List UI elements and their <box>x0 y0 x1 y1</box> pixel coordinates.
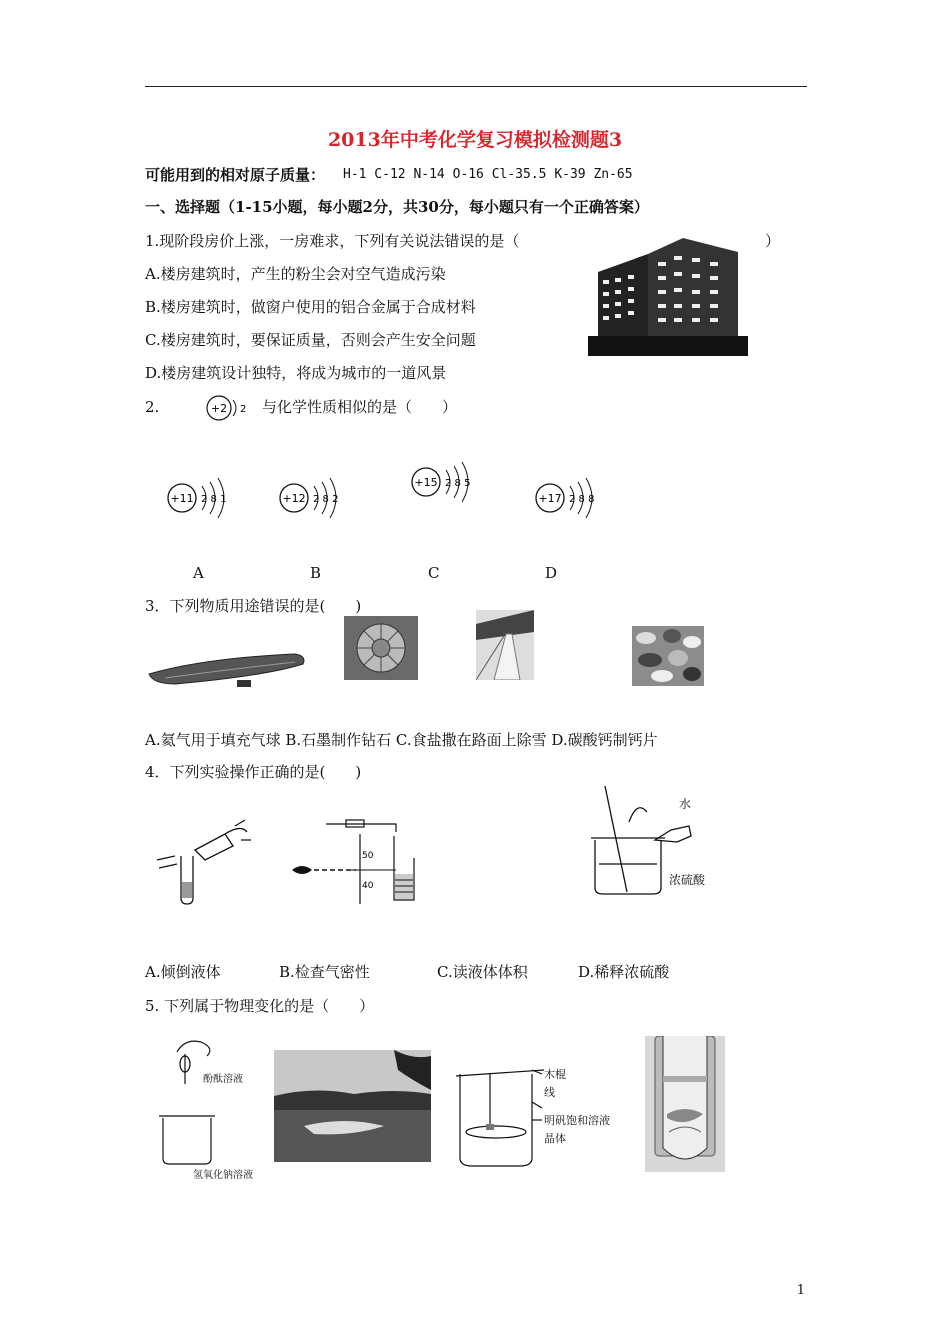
atom-b-nucleus: +12 <box>282 492 306 505</box>
q2-label-a: A <box>193 564 204 582</box>
q2-number: 2. <box>145 398 160 416</box>
phenol-label: 酚酞溶液 <box>203 1074 243 1085</box>
pour-liquid-figure <box>155 812 253 908</box>
tick-40-label: 40 <box>362 881 374 891</box>
calcium-tablets-image <box>632 626 704 686</box>
stick-label: 木棍 <box>544 1068 566 1081</box>
tick-50-label: 50 <box>362 851 374 861</box>
ion-nucleus: +2 <box>210 402 228 415</box>
atom-a-shells: 2 8 1 <box>201 494 227 505</box>
snowy-road-image <box>476 610 534 680</box>
atom-c-nucleus: +15 <box>414 476 438 489</box>
q4-option-a: A.倾倒液体 <box>145 963 221 981</box>
atomic-mass-values: H-1 C-12 N-14 O-16 Cl-35.5 K-39 Zn-65 <box>343 167 633 182</box>
atom-b-shells: 2 8 2 <box>313 494 339 505</box>
section-heading: 一、选择题（1-15小题，每小题2分，共30分，每小题只有一个正确答案） <box>145 198 649 216</box>
ion-diagram <box>203 392 249 424</box>
alum-label: 明矾饱和溶液 <box>544 1114 610 1127</box>
read-volume-figure <box>286 818 416 908</box>
atom-diagram-b <box>272 472 344 524</box>
atom-d-nucleus: +17 <box>538 492 562 505</box>
atomic-mass-label: 可能用到的相对原子质量： <box>145 166 326 184</box>
q3-options: A.氦气用于填充气球 B.石墨制作钻石 C.食盐撒在路面上除雪 D.碳酸钙制钙片 <box>145 731 658 749</box>
atom-diagram-a <box>160 472 232 524</box>
q5-stem: 5. 下列属于物理变化的是（ ） <box>145 997 375 1015</box>
diamond-image <box>344 616 418 680</box>
q4-option-c: C.读液体体积 <box>437 963 528 981</box>
test-tube-photo <box>645 1036 725 1172</box>
q1-option-c: C.楼房建筑时，要保证质量，否则会产生安全问题 <box>145 331 476 349</box>
atom-a-nucleus: +11 <box>170 492 194 505</box>
page-number: 1 <box>796 1283 805 1298</box>
q4-stem: 4．下列实验操作正确的是( ) <box>145 763 362 781</box>
crystal-growth-figure <box>452 1062 612 1174</box>
q1-close-paren: ） <box>765 232 781 250</box>
landscape-image <box>274 1050 431 1162</box>
acid-label: 浓硫酸 <box>669 873 706 887</box>
ion-shell: 2 <box>240 404 247 415</box>
indicator-figure <box>155 1034 265 1180</box>
thread-label: 线 <box>544 1086 555 1099</box>
q2-stem: 与化学性质相似的是（ ） <box>262 398 458 416</box>
naoh-label: 氢氧化钠溶液 <box>193 1170 253 1180</box>
q1-option-b: B.楼房建筑时，做窗户使用的铝合金属于合成材料 <box>145 298 476 316</box>
q2-label-c: C <box>428 564 440 582</box>
water-label: 水 <box>679 797 692 811</box>
dilute-acid-figure <box>585 782 725 902</box>
atom-diagram-c <box>404 456 476 508</box>
atom-diagram-d <box>528 472 600 524</box>
q4-option-d: D.稀释浓硫酸 <box>578 963 670 981</box>
q1-stem: 1.现阶段房价上涨，一房难求，下列有关说法错误的是（ <box>145 232 520 250</box>
header-rule <box>145 86 807 87</box>
q2-label-d: D <box>545 564 558 582</box>
q3-stem: 3．下列物质用途错误的是( ) <box>145 597 362 615</box>
q2-label-b: B <box>310 564 322 582</box>
q1-option-a: A.楼房建筑时，产生的粉尘会对空气造成污染 <box>145 265 446 283</box>
crystal-label: 晶体 <box>544 1132 566 1145</box>
airship-image <box>145 644 310 694</box>
atom-d-shells: 2 8 8 <box>569 494 595 505</box>
q1-option-d: D.楼房建筑设计独特，将成为城市的一道风景 <box>145 364 447 382</box>
page-title: 2013年中考化学复习模拟检测题3 <box>327 129 623 151</box>
building-image <box>588 232 748 356</box>
atom-c-shells: 2 8 5 <box>445 478 471 489</box>
q4-option-b: B.检查气密性 <box>279 963 370 981</box>
